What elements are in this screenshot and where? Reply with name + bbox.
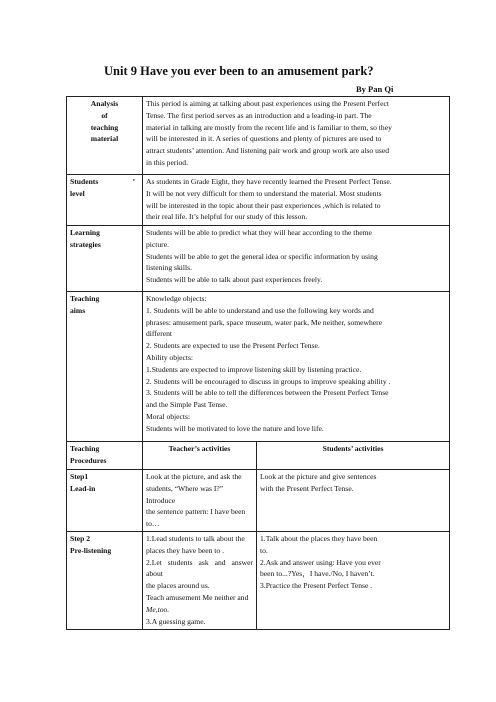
label-line: Step 2 (70, 533, 91, 543)
label-line: of (101, 110, 108, 120)
row-step-1 (67, 470, 450, 532)
label-line: aims (70, 305, 86, 315)
text-line: and the Simple Past Tense. (146, 400, 228, 410)
label-line: Pre-listening (70, 545, 112, 555)
teacher-activity-step-2 (143, 531, 257, 629)
text-line: students, “Where was I?” Introduce (146, 483, 224, 505)
text-line: Look at the picture, and ask the (146, 472, 242, 481)
label-line: Lead-in (70, 483, 96, 493)
text-line: will be interested in it. A series of questions and plenty of pictures are used to (146, 134, 382, 144)
text-line: 1.Lead students to talk about the (146, 533, 245, 543)
text-line: 1.Talk about the places they have been (260, 533, 378, 543)
students-activity-step-2 (257, 531, 450, 629)
content-teaching-aims (143, 292, 450, 442)
text-line: It will be not very difficult for them to understand the material. Most students (146, 188, 382, 198)
text-line: attract students’ attention. And listening pair work and group work are also used (146, 146, 390, 156)
text-line: to. (260, 545, 268, 555)
label-teaching-procedures (67, 442, 143, 470)
text-line: different (146, 329, 173, 339)
teacher-activity-step-1 (143, 470, 257, 532)
text-line: Me,too. (146, 604, 170, 614)
label-line: material (90, 134, 119, 144)
row-teaching-aims (67, 292, 450, 442)
text-line: their real life. It’s helpful for our study of this lesson. (146, 212, 308, 222)
label-line: teaching (90, 122, 119, 132)
content-learning-strategies (143, 226, 450, 292)
document-title: Unit 9 Have you ever been to an amusement park? (104, 64, 374, 78)
text-line: material in talking are mostly from the recent life and is familiar to them, so they (146, 122, 392, 132)
text-line: 3.Practice the Present Perfect Tense . (260, 581, 373, 591)
text-line: 2. Students will be encouraged to discuss in groups to improve speaking ability . (146, 376, 391, 386)
label-teaching-aims (67, 292, 143, 442)
text-line: will be interested in the topic about their past experiences ,which is related to (146, 200, 381, 210)
label-line: Procedures (70, 455, 107, 465)
text-line: been to...?Yes，I have./No, I haven’t. (260, 569, 375, 579)
content-students-level (143, 175, 450, 226)
label-line: Learning (70, 228, 100, 237)
text-line: Ability objects: (146, 352, 194, 362)
label-analysis (67, 97, 143, 175)
label-learning-strategies (67, 226, 143, 292)
text-line: Moral objects: (146, 411, 191, 421)
teacher-activities-header: Teacher’s activities (143, 442, 257, 470)
text-line: 1.Students are expected to improve listening skill by listening practice. (146, 364, 362, 374)
row-step-2 (67, 531, 450, 629)
students-activity-step-1 (257, 470, 450, 532)
text-line: in this period. (146, 157, 188, 167)
text-line: Knowledge objects: (146, 294, 207, 303)
text-line: Tense. The first period serves as an introduction and a leading-in part. The (146, 110, 372, 120)
text-line: phrases: amusement park, space museum, water park, Me neither, somewhere (146, 317, 383, 327)
label-line: Step1 (70, 472, 89, 481)
lesson-plan-table (66, 96, 450, 630)
text-line: This period is aiming at talking about past experiences using the Present Perfect (146, 99, 389, 108)
text-line: 2.Ask and answer using: Have you ever (260, 557, 381, 567)
text-line: the sentence pattern: I have been to… (146, 507, 246, 529)
label-step-2 (67, 531, 143, 629)
content-analysis (143, 97, 450, 175)
text-line: the places around us. (146, 581, 210, 591)
label-step-1 (67, 470, 143, 532)
text-line: with the Present Perfect Tense. (260, 483, 354, 493)
label-line: strategies (70, 239, 101, 249)
students-activities-header: Students’ activities (257, 442, 450, 470)
label-students-level (67, 175, 143, 226)
row-students-level (67, 175, 450, 226)
apostrophe-mark: ’ (132, 177, 135, 186)
row-analysis (67, 97, 450, 175)
text-line: listening skills. (146, 263, 192, 273)
label-line: Teaching (70, 444, 100, 453)
label-line: Students (70, 177, 99, 186)
text-line: As students in Grade Eight, they have recently learned the Present Perfect Tense. (146, 177, 392, 186)
label-line: Analysis (90, 99, 119, 108)
text-line: Look at the picture and give sentences (260, 472, 377, 481)
text-line: Students will be motivated to love the nature and love life. (146, 423, 324, 433)
row-procedures-header (67, 442, 450, 470)
text-line: 1. Students will be able to understand and use the following key words and (146, 305, 374, 315)
text-line: Students will be able to predict what they will hear according to the theme (146, 228, 372, 237)
label-line: level (70, 188, 85, 198)
text-line: picture. (146, 239, 169, 249)
text-line: 2. Students are expected to use the Present Perfect Tense. (146, 341, 320, 351)
text-line: 3. Students will be able to tell the differences between the Present Perfect Tense (146, 388, 389, 398)
author-byline: By Pan Qi (356, 84, 394, 94)
text-line: 3.A guessing game. (146, 616, 206, 626)
text-line: places they have been to . (146, 545, 225, 555)
text-line: Students will be able to talk about past experiences freely. (146, 275, 323, 285)
row-learning-strategies (67, 226, 450, 292)
text-line: 2.Let students ask and answer about (146, 557, 253, 579)
text-line: Teach amusement Me neither and (146, 592, 249, 602)
text-line: Students will be able to get the general idea or specific information by using (146, 251, 378, 261)
label-line: Teaching (70, 294, 100, 303)
